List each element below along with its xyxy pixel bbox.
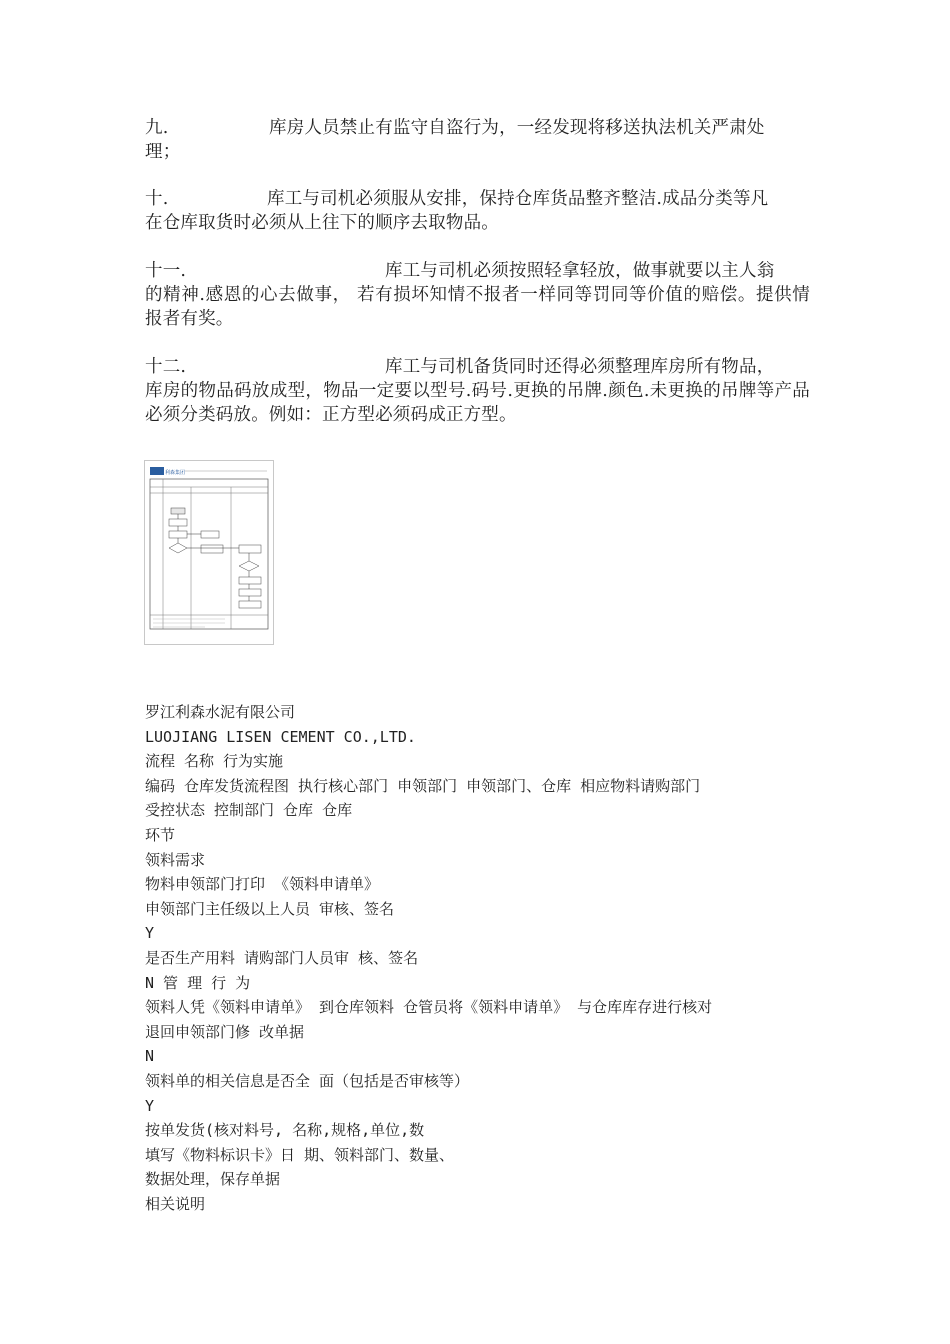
text-line: N [145,1047,155,1066]
rule-text: 库工与司机备货同时还得必须整理库房所有物品， [385,357,775,377]
text-line: N 管 理 行 为 [145,973,251,992]
rule-12 [145,355,810,427]
rule-10 [145,187,810,235]
text-line: 受控状态 控制部门 仓库 仓库 [145,801,353,820]
flowchart-thumbnail-image [145,461,273,644]
rule-number: 九. [145,118,169,138]
text-line: 申领部门主任级以上人员 审核、签名 [145,899,395,918]
rule-9 [145,116,810,164]
text-line: 环节 [145,825,176,844]
rule-text-continued: 的精神.感恩的心去做事， 若有损坏知情不报者一样同等罚同等价值的赔偿。提供情报者有奖。 [145,285,810,329]
text-line: 相关说明 [145,1194,206,1213]
logo-icon [150,467,164,475]
text-line: 罗江利森水泥有限公司 [145,703,296,721]
rule-text-continued: 在仓库取货时必须从上往下的顺序去取物品。 [145,213,499,233]
rule-text: 库房人员禁止有监守自盗行为，一经发现将移送执法机关严肃处 [269,118,765,138]
text-line: 领料人凭《领料申请单》 到仓库领料 仓管员将《领料申请单》 与仓库库存进行核对 [145,998,713,1017]
text-line: Y [145,1096,155,1115]
flowchart-thumbnail [144,460,274,645]
text-line: 按单发货(核对料号, 名称,规格,单位,数 [145,1121,425,1140]
text-line: LUOJIANG LISEN CEMENT CO.,LTD. [145,727,416,746]
rule-text-continued: 理； [145,142,181,162]
rule-11 [145,259,810,331]
flowchart-text-lines [145,700,845,1216]
rule-text: 库工与司机必须服从安排，保持仓库货品整齐整洁.成品分类等凡 [267,189,769,209]
rule-number: 十二. [145,357,187,377]
text-line: 领料单的相关信息是否全 面（包括是否审核等） [145,1071,470,1090]
rule-text-continued: 库房的物品码放成型，物品一定要以型号.码号.更换的吊牌.颜色.未更换的吊牌等产品必须分类码放。例如：正方型必须码成正方型。 [145,381,810,425]
rule-number: 十一. [145,261,187,281]
text-line: 数据处理，保存单据 [145,1170,281,1189]
text-line: 填写《物料标识卡》日 期、领料部门、数量、 [145,1145,455,1164]
text-line: 领料需求 [145,850,206,869]
rule-number: 十. [145,189,169,209]
text-line: 退回申领部门修 改单据 [145,1022,305,1041]
text-line: Y [145,924,155,943]
text-line: 是否生产用料 请购部门人员审 核、签名 [145,948,419,967]
logo-text: 利森集团 [165,470,186,476]
rule-text: 库工与司机必须按照轻拿轻放，做事就要以主人翁 [385,261,775,281]
text-line: 编码 仓库发货流程图 执行核心部门 申领部门 申领部门、仓库 相应物料请购部门 [145,776,701,795]
text-line: 流程 名称 行为实施 [145,752,284,771]
text-line: 物料申领部门打印 《领料申请单》 [145,875,380,894]
